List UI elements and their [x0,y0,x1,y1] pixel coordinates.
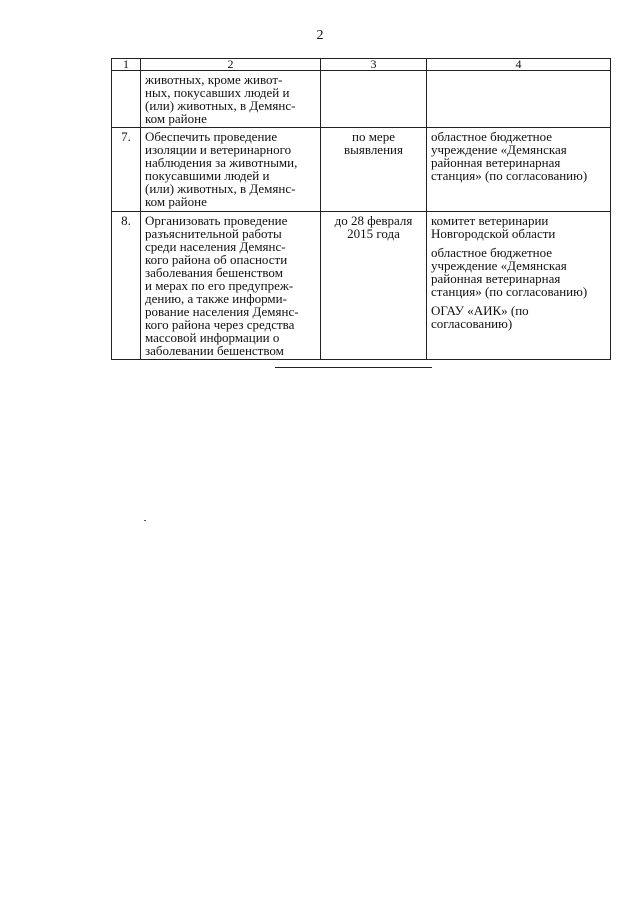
row-executors [427,128,611,212]
row-number [112,71,141,128]
table-row [112,212,611,360]
row-executors [427,212,611,360]
table-row [112,71,611,128]
column-header: 4 [427,59,611,71]
column-header: 2 [141,59,321,71]
row-term: по мере выявления [321,128,427,212]
column-header: 1 [112,59,141,71]
row-action: Обеспечить проведение изоляции и ветеринарного наблюдения за животными, покусавшими людей и (или) животных, в Демянс- ком районе [141,128,321,212]
row-executors [427,71,611,128]
column-header: 3 [321,59,427,71]
row-term [321,71,427,128]
row-term: до 28 февраля 2015 года [321,212,427,360]
row-action: животных, кроме живот- ных, покусавших людей и (или) животных, в Демянс- ком районе [141,71,321,128]
table-header-row [112,59,611,71]
executor: комитет ветеринарии Новгородской области [431,213,556,241]
table-row [112,128,611,212]
scan-speck [144,520,146,521]
executor: ОГАУ «АИК» (по согласованию) [431,303,529,331]
measures-table [111,58,611,360]
executor: областное бюджетное учреждение «Демянская районная ветеринарная станция» (по согласованию) [431,129,588,183]
row-number: 8. [112,212,141,360]
executor: областное бюджетное учреждение «Демянская районная ветеринарная станция» (по согласованию) [431,245,588,299]
row-number: 7. [112,128,141,212]
row-action: Организовать проведение разъяснительной работы среди населения Демянс- кого района об опасности заболевания бешенством и мерах по его предупреж- дению, а также информи- рование населения Демянс- кого района через средства массовой информации о заболевании бешенством [141,212,321,360]
page-number: 2 [316,28,324,43]
separator-line [275,367,432,368]
